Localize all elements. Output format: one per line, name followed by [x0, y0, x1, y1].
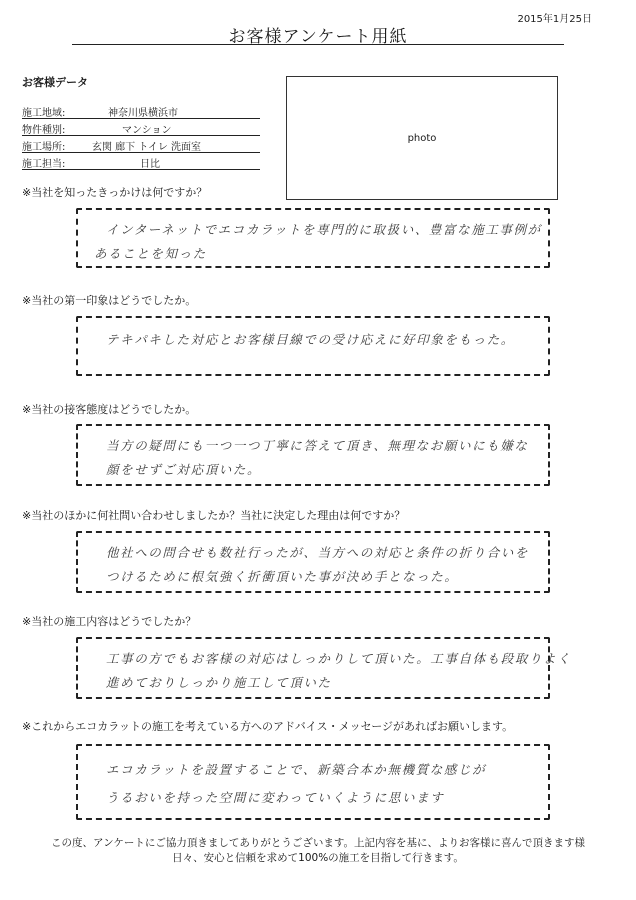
customer-row-area — [22, 104, 260, 119]
customer-data-heading: お客様データ — [22, 76, 88, 89]
footer-line-1: この度、アンケートにご協力頂きましてありがとうございます。上記内容を基に、よりお客様に喜んで頂きます様 — [50, 837, 586, 849]
footer-message — [0, 836, 636, 866]
title-underline — [72, 44, 564, 45]
question-6: ※これからエコカラットの施工を考えている方へのアドバイス・メッセージがあればお願いします。 — [22, 720, 514, 733]
page-title: お客様アンケート用紙 — [228, 27, 408, 47]
answer-box-6 — [76, 744, 550, 820]
row-label: 施工場所: — [22, 142, 66, 153]
customer-row-location — [22, 138, 260, 153]
answer-line: インターネットでエコカラットを専門的に取扱い、豊富な施工事例が — [106, 222, 542, 237]
row-value: 玄関 廊下 トイレ 洗面室 — [92, 142, 202, 153]
answer-line: エコカラットを設置することで、新築合本か無機質な感じが — [106, 762, 487, 777]
customer-row-staff — [22, 155, 260, 170]
row-value: マンション — [122, 125, 172, 136]
row-label: 施工地域: — [22, 108, 66, 119]
answer-line: あることを知った — [94, 246, 207, 261]
answer-line: つけるために根気強く折衝頂いた事が決め手となった。 — [106, 569, 459, 584]
answer-box-2 — [76, 316, 550, 376]
row-value: 神奈川県横浜市 — [108, 108, 178, 119]
answer-line: 進めておりしっかり施工して頂いた — [106, 675, 332, 690]
answer-box-1 — [76, 208, 550, 268]
row-label: 物件種別: — [22, 125, 66, 136]
row-label: 施工担当: — [22, 159, 66, 170]
question-2: ※当社の第一印象はどうでしたか。 — [22, 294, 197, 307]
question-5: ※当社の施工内容はどうでしたか？ — [22, 615, 197, 628]
answer-line: 当方の疑問にも一つ一つ丁寧に答えて頂き、無理なお願いにも嫌な — [106, 438, 529, 453]
footer-line-2: 日々、安心と信頼を求めて100%の施工を目指して行きます。 — [172, 852, 464, 864]
survey-date: 2015年1月25日 — [517, 14, 592, 25]
customer-row-property-type — [22, 121, 260, 136]
question-4: ※当社のほかに何社問い合わせしましたか？当社に決定した理由は何ですか？ — [22, 509, 406, 522]
photo-placeholder — [286, 76, 558, 200]
answer-line: 工事の方でもお客様の対応はしっかりして頂いた。工事自体も段取りよく — [106, 651, 572, 666]
question-1: ※当社を知ったきっかけは何ですか？ — [22, 186, 208, 199]
row-value: 日比 — [140, 159, 160, 170]
answer-box-4 — [76, 531, 550, 593]
answer-line: 他社への問合せも数社行ったが、当方への対応と条件の折り合いを — [106, 545, 530, 560]
answer-box-3 — [76, 424, 550, 486]
question-3: ※当社の接客態度はどうでしたか。 — [22, 403, 197, 416]
answer-line: うるおいを持った空間に変わっていくように思います — [106, 790, 445, 805]
answer-line: テキパキした対応とお客様目線での受け応えに好印象をもった。 — [106, 332, 515, 347]
answer-box-5 — [76, 637, 572, 699]
answer-line: 顔をせずご対応頂いた。 — [106, 462, 262, 477]
photo-label: photo — [407, 132, 437, 144]
